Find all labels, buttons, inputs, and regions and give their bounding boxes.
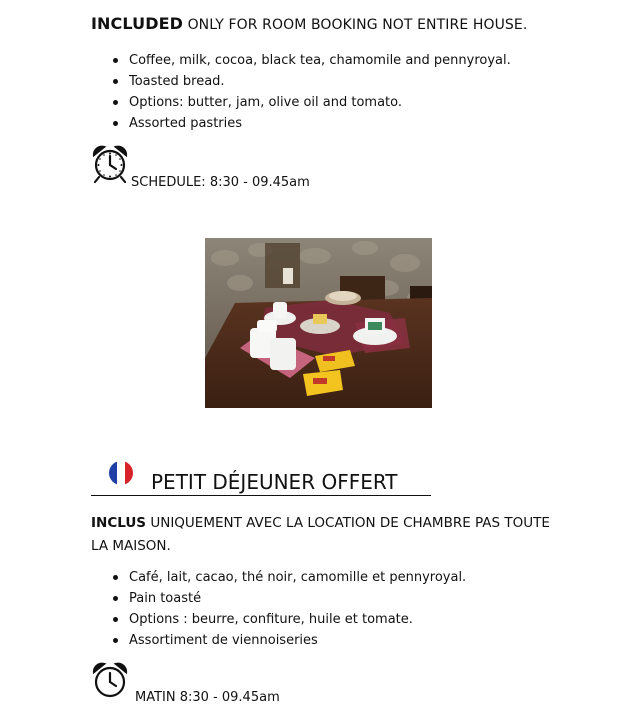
list-item: Assortiment de viennoiseries <box>129 630 466 651</box>
breakfast-table-photo <box>205 238 432 408</box>
included-label: INCLUDED <box>91 14 183 33</box>
list-item: Assorted pastries <box>129 113 511 134</box>
list-item: Options: butter, jam, olive oil and tomato. <box>129 92 511 113</box>
schedule-text: SCHEDULE: 8:30 - 09.45am <box>131 175 310 190</box>
list-item: Options : beurre, confiture, huile et tomate. <box>129 609 466 630</box>
list-item: Toasted bread. <box>129 71 511 92</box>
inclus-label: INCLUS <box>91 515 147 531</box>
list-item: Café, lait, cacao, thé noir, camomille et pennyroyal. <box>129 567 466 588</box>
title-underline <box>91 495 431 496</box>
list-item: Pain toasté <box>129 588 466 609</box>
alarm-clock-icon <box>90 660 130 702</box>
breakfast-list-fr <box>129 567 466 651</box>
alarm-clock-icon <box>90 143 130 185</box>
inclus-heading <box>91 512 551 558</box>
french-flag-icon <box>109 461 133 485</box>
schedule-text-fr: MATIN 8:30 - 09.45am <box>135 690 280 705</box>
included-heading <box>91 14 527 33</box>
breakfast-list-en <box>129 50 511 134</box>
inclus-note: UNIQUEMENT AVEC LA LOCATION DE CHAMBRE PAS TOUTE LA MAISON. <box>91 515 550 554</box>
list-item: Coffee, milk, cocoa, black tea, chamomile and pennyroyal. <box>129 50 511 71</box>
french-section-title: PETIT DÉJEUNER OFFERT <box>151 470 398 494</box>
included-note: ONLY FOR ROOM BOOKING NOT ENTIRE HOUSE. <box>187 17 528 33</box>
